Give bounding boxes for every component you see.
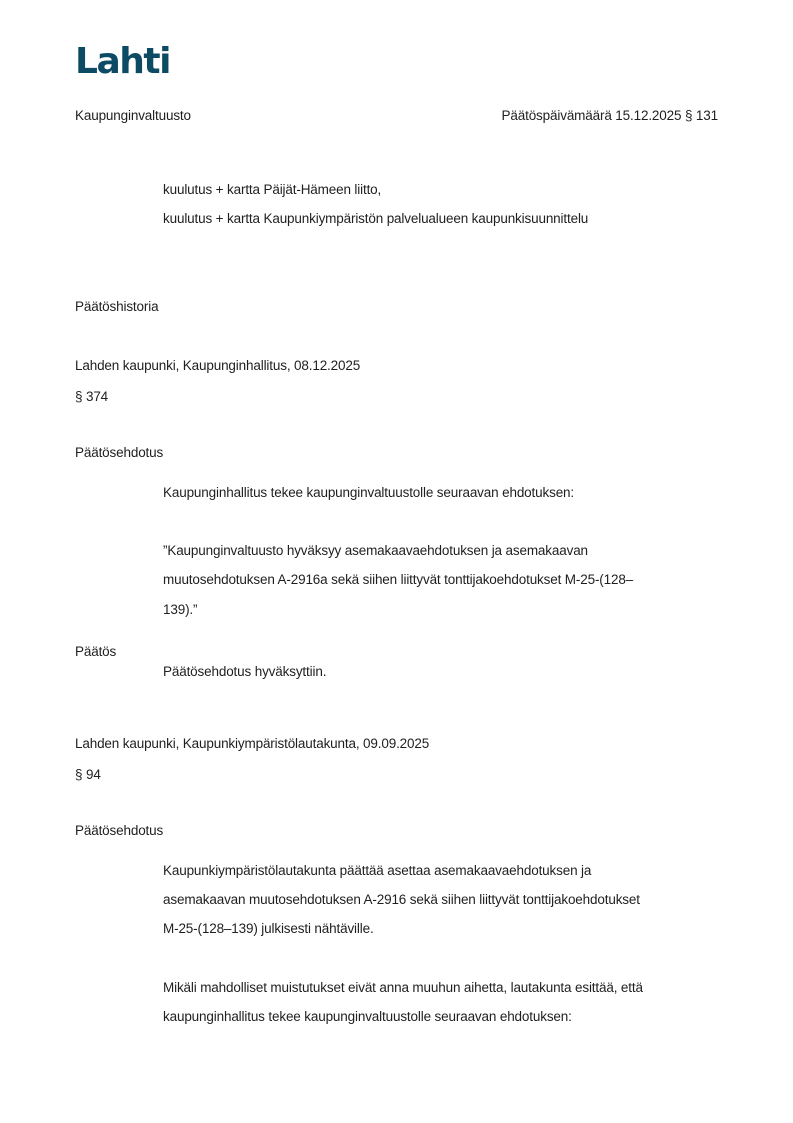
board1-quote-line: 139).” [163, 602, 198, 617]
attachment-item: kuulutus + kartta Päijät-Hämeen liitto, [163, 182, 382, 197]
board2-proposal-heading: Päätösehdotus [75, 823, 164, 838]
board2-title: Lahden kaupunki, Kaupunkiympäristölautakunta, 09.09.2025 [75, 736, 430, 751]
board2-section: § 94 [75, 767, 101, 782]
meeting-reference: Päätöspäivämäärä 15.12.2025 § 131 [501, 108, 718, 123]
board2-paragraph1-line: asemakaavan muutosehdotuksen A-2916 sekä siihen liittyvät tonttijakoehdotukset [163, 892, 640, 907]
board1-decision-text: Päätösehdotus hyväksyttiin. [163, 664, 327, 679]
history-heading: Päätöshistoria [75, 299, 159, 314]
organ-name: Kaupunginvaltuusto [75, 108, 191, 123]
lahti-logo: Lahti [75, 41, 170, 82]
board1-quote-line: muutosehdotuksen A-2916a sekä siihen liittyvät tonttijakoehdotukset M-25-(128– [163, 572, 634, 587]
board2-paragraph1-line: Kaupunkiympäristölautakunta päättää asettaa asemakaavaehdotuksen ja [163, 863, 592, 878]
board1-section: § 374 [75, 389, 109, 404]
board1-proposal-heading: Päätösehdotus [75, 445, 164, 460]
board1-proposal-intro: Kaupunginhallitus tekee kaupunginvaltuustolle seuraavan ehdotuksen: [163, 485, 575, 500]
board2-paragraph2-line: Mikäli mahdolliset muistutukset eivät anna muuhun aihetta, lautakunta esittää, että [163, 980, 643, 995]
board1-title: Lahden kaupunki, Kaupunginhallitus, 08.12.2025 [75, 358, 361, 373]
board1-decision-heading: Päätös [75, 644, 117, 659]
board2-paragraph1-line: M-25-(128–139) julkisesti nähtäville. [163, 921, 374, 936]
attachment-item: kuulutus + kartta Kaupunkiympäristön palvelualueen kaupunkisuunnittelu [163, 211, 589, 226]
board1-quote-line: ”Kaupunginvaltuusto hyväksyy asemakaavaehdotuksen ja asemakaavan [163, 543, 588, 558]
board2-paragraph2-line: kaupunginhallitus tekee kaupunginvaltuustolle seuraavan ehdotuksen: [163, 1009, 572, 1024]
